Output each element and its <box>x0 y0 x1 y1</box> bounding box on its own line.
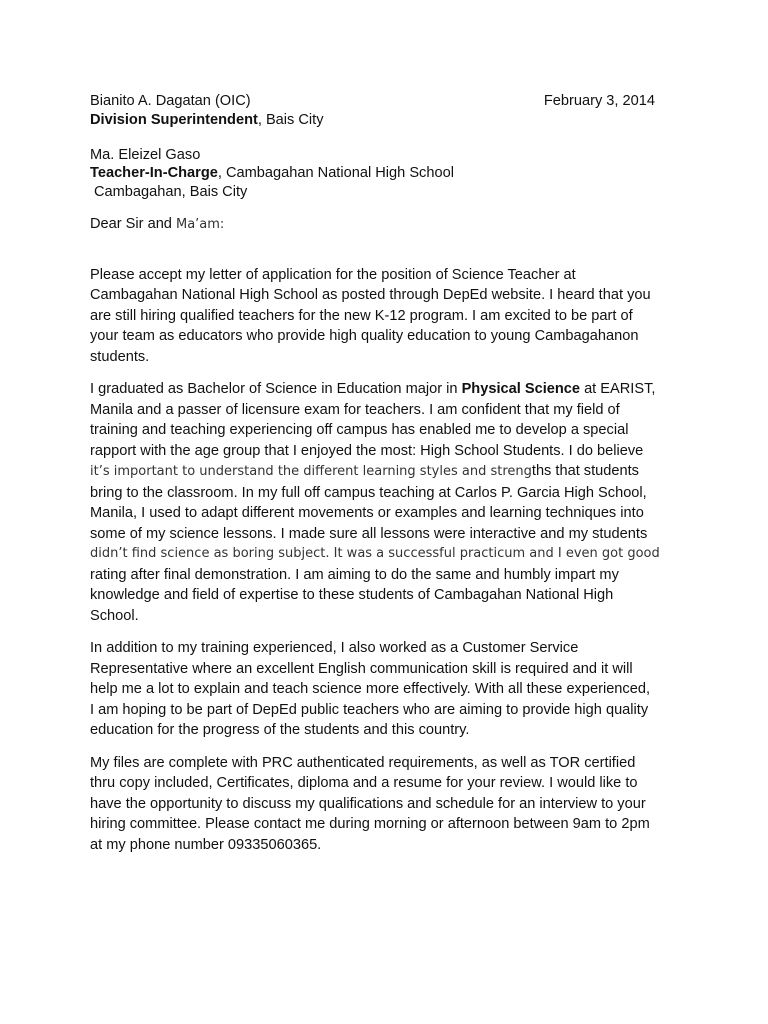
salutation-tail: Ma’am: <box>175 217 225 232</box>
paragraph-line: training and teaching experiencing off campus has enabled me to develop a special <box>90 422 629 438</box>
paragraph-line: some of my science lessons. I made sure all lessons were interactive and my students <box>90 525 648 542</box>
paragraph-application <box>90 265 680 368</box>
education-major: Physical Science <box>461 381 581 397</box>
paragraph-line <box>90 379 680 400</box>
paragraph-line: didn’t find science as boring subject. It was a successful practicum and I even got good <box>90 546 660 561</box>
paragraph-line: students. <box>90 348 150 365</box>
paragraph-line: at my phone number 09335060365. <box>90 836 322 853</box>
paragraph-experience <box>90 638 680 741</box>
recipient-block <box>90 146 680 202</box>
letter <box>90 92 680 855</box>
salutation <box>90 215 680 235</box>
recipient-title-school: , Cambagahan National High School <box>217 165 454 181</box>
paragraph-line: are still hiring qualified teachers for the new K-12 program. I am excited to be part of <box>90 307 633 324</box>
recipient-name: Ma. Eleizel Gaso <box>90 146 201 163</box>
paragraph-line: rating after final demonstration. I am aiming to do the same and humbly impart my <box>90 566 619 583</box>
letter-header <box>90 92 680 111</box>
sender-title-bold: Division Superintendent <box>90 112 258 128</box>
paragraph-text: ths that students <box>531 463 639 479</box>
paragraph-line: have the opportunity to discuss my qualifications and schedule for an interview to your <box>90 795 646 812</box>
salutation-lead: Dear Sir and <box>90 216 176 232</box>
paragraph-education <box>90 379 680 626</box>
education-pre: I graduated as Bachelor of Science in Education major in <box>90 381 462 397</box>
paragraph-line: I am hoping to be part of DepEd public teachers who are aiming to provide high quality <box>90 701 649 718</box>
paragraph-line: Cambagahan National High School as posted through DepEd website. I heard that you <box>90 287 651 303</box>
paragraph-line: Manila, I used to adapt different movements or examples and learning techniques into <box>90 505 644 521</box>
paragraph-line: Manila and a passer of licensure exam for teachers. I am confident that my field of <box>90 401 620 418</box>
recipient-title <box>90 164 680 183</box>
paragraph-line: education for the progress of the students and this country. <box>90 722 470 738</box>
sender-title <box>90 111 680 130</box>
paragraph-line: rapport with the age group that I enjoyed the most: High School Students. I do believe <box>90 442 644 459</box>
paragraph-line: Representative where an excellent English communication skill is required and it will <box>90 660 633 677</box>
paragraph-line: bring to the classroom. In my full off campus teaching at Carlos P. Garcia High School, <box>90 484 647 501</box>
paragraph-line: hiring committee. Please contact me during morning or afternoon between 9am to 2pm <box>90 816 650 832</box>
recipient-title-bold: Teacher-In-Charge <box>90 165 218 181</box>
paragraph-line: knowledge and field of expertise to these students of Cambagahan National High <box>90 587 614 603</box>
paragraph-line: School. <box>90 607 139 624</box>
paragraph-line: Please accept my letter of application for the position of Science Teacher at <box>90 266 576 283</box>
letter-date: February 3, 2014 <box>543 93 655 109</box>
paragraph-line: My files are complete with PRC authenticated requirements, as well as TOR certified <box>90 754 636 771</box>
education-post: at EARIST, <box>580 381 656 397</box>
paragraph-line: In addition to my training experienced, I also worked as a Customer Service <box>90 640 579 656</box>
paragraph-line <box>90 461 680 483</box>
sender-title-location: , Bais City <box>257 112 324 128</box>
paragraph-line: help me a lot to explain and teach science more effectively. With all these experienced, <box>90 681 651 697</box>
alt-font-text: it’s important to understand the different learning styles and streng <box>90 464 532 479</box>
recipient-address: Cambagahan, Bais City <box>94 183 248 200</box>
sender-name: Bianito A. Dagatan (OIC) <box>90 93 251 109</box>
paragraph-line: thru copy included, Certificates, diploma and a resume for your review. I would like to <box>90 775 638 791</box>
paragraph-line: your team as educators who provide high quality education to young Cambagahanon <box>90 328 639 344</box>
paragraph-closing <box>90 753 680 856</box>
